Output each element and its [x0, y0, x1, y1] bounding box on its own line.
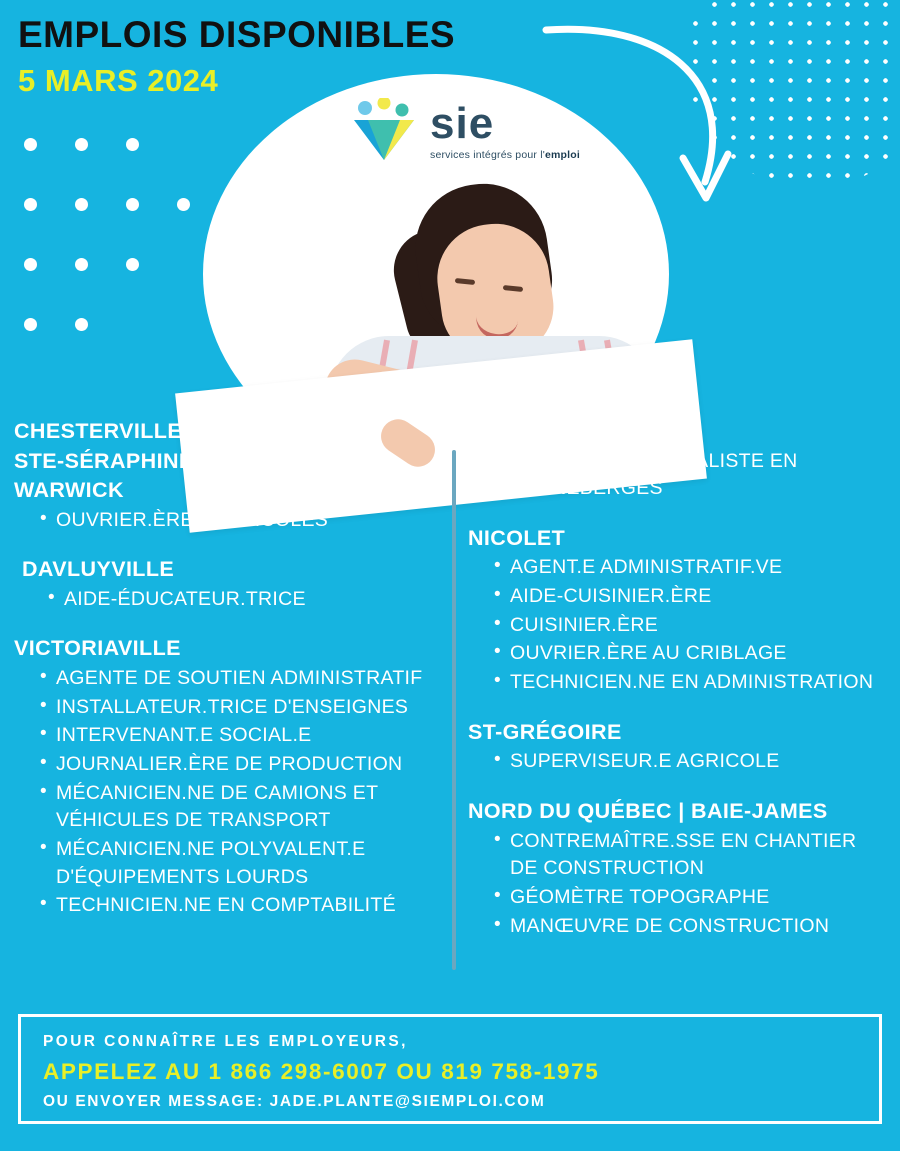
job-item: • OUVRIER.ÈRE AU CRIBLAGE — [494, 640, 888, 668]
job-item: • TECHNICIEN.NE EN ADMINISTRATION — [494, 669, 888, 697]
job-group-victoriaville — [14, 635, 442, 920]
job-column-right — [468, 418, 896, 970]
footer-phone: APPELEZ AU 1 866 298-6007 OU 819 758-1975 — [43, 1059, 600, 1084]
city-heading: ST-GRÉGOIRE — [468, 719, 622, 744]
city-heading: NORD DU QUÉBEC | BAIE-JAMES — [468, 799, 828, 824]
poster-date: 5 MARS 2024 — [18, 62, 219, 98]
dot — [24, 318, 37, 331]
job-item: • TECHNICIEN.NE EN COMPTABILITÉ — [40, 892, 442, 920]
city-heading: CHESTERVILLE — [14, 419, 183, 443]
dot — [126, 318, 139, 331]
job-group-st-gregoire — [468, 719, 888, 776]
poster-header — [18, 16, 455, 99]
job-item: • MÉCANICIEN.NE DE CAMIONS ET VÉHICULES DE TRANSPORT — [40, 780, 442, 835]
job-item: • AIDE-ÉDUCATEUR.TRICE — [48, 586, 442, 614]
dot-grid-decoration — [24, 138, 228, 378]
job-list — [468, 748, 888, 776]
sie-logo-text — [430, 98, 581, 161]
page-title: EMPLOIS DISPONIBLES — [18, 14, 456, 55]
city-heading: DAVLUYVILLE — [22, 557, 175, 582]
job-item: • GÉOMÈTRE TOPOGRAPHE — [494, 884, 888, 912]
dot — [126, 138, 139, 151]
job-group-nicolet — [468, 525, 888, 697]
dot — [177, 318, 190, 331]
job-group-chesterville — [14, 418, 442, 534]
job-item: • CUISINIER.ÈRE — [494, 612, 888, 640]
sie-logo — [348, 98, 580, 164]
job-column-left — [0, 418, 452, 970]
dot — [24, 198, 37, 211]
job-item: • AIDE-CUISINIER.ÈRE — [494, 583, 888, 611]
job-group-davluyville — [14, 556, 442, 613]
job-list — [14, 665, 442, 920]
job-item: • INTERVENANT.E SOCIAL.E — [40, 722, 442, 750]
job-list — [14, 507, 442, 535]
sie-logo-mark-icon — [348, 98, 420, 164]
dot — [24, 258, 37, 271]
city-heading-line3: WARWICK — [14, 478, 124, 503]
sie-logo-tagline: services intégrés pour l'emploi — [430, 148, 581, 161]
dot — [75, 318, 88, 331]
job-listings — [0, 418, 900, 970]
dot — [177, 198, 190, 211]
dot — [75, 198, 88, 211]
footer-email: OU ENVOYER MESSAGE: JADE.PLANTE@SIEMPLOI.COM — [43, 1093, 546, 1110]
footer-prompt: POUR CONNAÎTRE LES EMPLOYEURS, — [43, 1033, 408, 1050]
dot — [24, 138, 37, 151]
job-item: • OUVRIER.ÈRES AGRICOLES — [40, 507, 442, 535]
sie-logo-word: sie — [430, 98, 495, 148]
city-heading: VICTORIAVILLE — [14, 636, 181, 661]
job-item: • INSTALLATEUR.TRICE D'ENSEIGNES — [40, 694, 442, 722]
job-group-manseau — [468, 418, 888, 503]
dot — [126, 258, 139, 271]
job-list — [468, 828, 888, 941]
job-item: • MANŒUVRE SPÉCIALISTE EN CANNEBERGES — [494, 448, 888, 503]
contact-footer — [18, 1014, 882, 1124]
job-item: • CONTREMAÎTRE.SSE EN CHANTIER DE CONSTRUCTION — [494, 828, 888, 883]
job-group-nord-du-quebec — [468, 798, 888, 940]
job-list — [468, 448, 888, 503]
job-item: • JOURNALIER.ÈRE DE PRODUCTION — [40, 751, 442, 779]
job-item: • AGENT.E ADMINISTRATIF.VE — [494, 554, 888, 582]
dot — [126, 198, 139, 211]
job-list — [468, 554, 888, 696]
dot — [177, 138, 190, 151]
dot — [75, 138, 88, 151]
dot — [75, 258, 88, 271]
job-item: • MANŒUVRE DE CONSTRUCTION — [494, 913, 888, 941]
job-item: • MÉCANICIEN.NE POLYVALENT.E D'ÉQUIPEMENTS LOURDS — [40, 836, 442, 891]
city-heading-line2: STE-SÉRAPHINIE | ST-NORBERT — [14, 448, 363, 473]
job-item: • SUPERVISEUR.E AGRICOLE — [494, 748, 888, 776]
city-heading: MANSEAU — [468, 419, 580, 443]
dot — [177, 258, 190, 271]
column-divider — [452, 450, 456, 970]
job-list — [22, 586, 442, 614]
job-item: • AGENTE DE SOUTIEN ADMINISTRATIF — [40, 665, 442, 693]
city-heading: NICOLET — [468, 525, 566, 550]
